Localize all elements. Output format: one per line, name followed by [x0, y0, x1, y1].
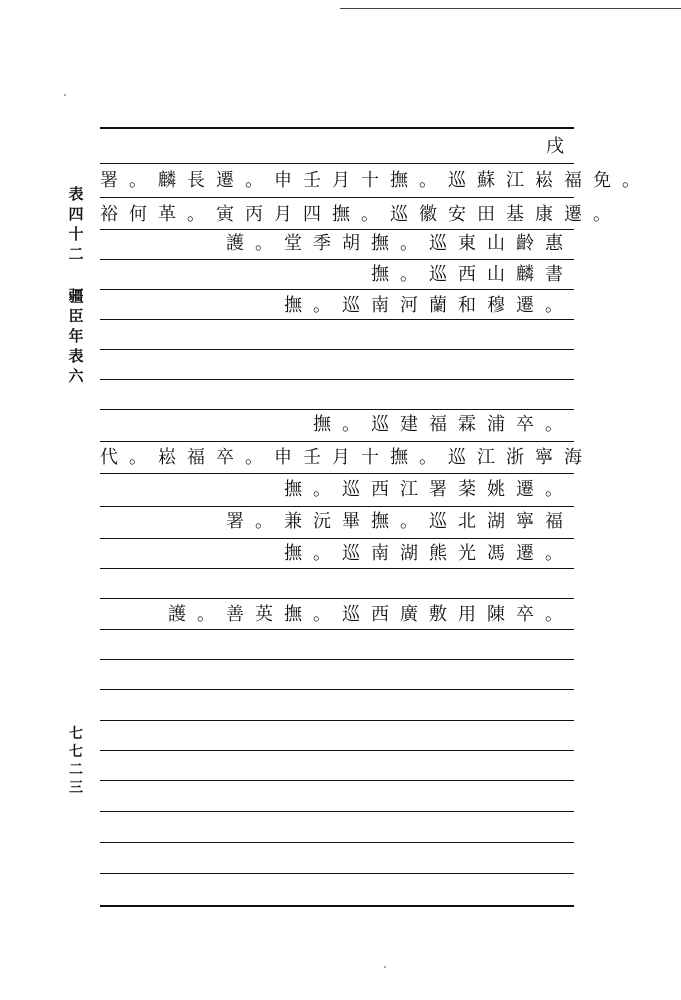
table-row: 代。崧福卒。申壬月十撫。巡江浙寧海 — [100, 447, 593, 468]
margin-char: 七 — [69, 726, 83, 742]
table-row — [100, 381, 574, 409]
table-rule — [100, 689, 574, 690]
table-rule — [100, 873, 574, 874]
table-row — [100, 875, 574, 903]
top-edge-rule — [340, 8, 681, 9]
table-top-rule — [100, 127, 574, 129]
table-row — [100, 691, 574, 719]
table-row — [100, 661, 574, 689]
margin-char: 十 — [68, 225, 84, 243]
margin-char: 疆 — [68, 287, 84, 305]
table-row — [100, 782, 574, 810]
table-row — [100, 813, 574, 841]
table-rule — [100, 538, 574, 539]
table-header-cell: 戌 — [546, 136, 564, 157]
table-rule — [100, 473, 574, 474]
margin-char: 表 — [68, 185, 84, 203]
table-row: 撫。巡建福霖浦卒。 — [313, 414, 574, 435]
table-rule — [100, 568, 574, 569]
table-rule — [100, 659, 574, 660]
margin-page-number — [64, 725, 88, 797]
margin-char: 臣 — [68, 307, 84, 325]
margin-char: 六 — [68, 367, 84, 385]
table-row — [100, 722, 574, 750]
table-row — [100, 321, 574, 349]
margin-char: 四 — [68, 205, 84, 223]
table-rule — [100, 259, 574, 260]
margin-char: 年 — [68, 327, 84, 345]
table-bottom-rule — [100, 905, 574, 907]
table-rule — [100, 349, 574, 350]
table-rule — [100, 506, 574, 507]
table-row — [100, 844, 574, 872]
table-rule — [100, 163, 574, 164]
table-row: 撫。巡南湖熊光馮遷。 — [284, 543, 574, 564]
table-row: 撫。巡西江署棻姚遷。 — [284, 479, 574, 500]
table-row: 署。麟長遷。申壬月十撫。巡蘇江崧福免。 — [100, 170, 651, 191]
scan-speck — [64, 94, 66, 96]
table-row: 護。善英撫。巡西廣敷用陳卒。 — [168, 604, 574, 625]
table-row: 裕何革。寅丙月四撫。巡徽安田基康遷。 — [100, 204, 622, 225]
table-rule — [100, 780, 574, 781]
table-rule — [100, 409, 574, 410]
scan-speck — [384, 966, 386, 968]
margin-section-title — [64, 286, 88, 386]
margin-char: 表 — [68, 347, 84, 365]
table-row: 撫。巡南河蘭和穆遷。 — [284, 295, 574, 316]
table-rule — [100, 598, 574, 599]
table-rule — [100, 197, 574, 198]
table-rule — [100, 289, 574, 290]
table-rule — [100, 811, 574, 812]
table-row — [100, 752, 574, 780]
table-row: 撫。巡西山麟書 — [371, 264, 574, 285]
margin-table-title — [64, 184, 88, 264]
table-row: 署。兼沅畢撫。巡北湖寧福 — [226, 511, 574, 532]
margin-char: 二 — [68, 245, 84, 263]
table-row — [100, 351, 574, 379]
table-rule — [100, 629, 574, 630]
table-rule — [100, 441, 574, 442]
margin-char: 三 — [69, 780, 83, 796]
table-rule — [100, 319, 574, 320]
table-row — [100, 631, 574, 659]
table-rule — [100, 842, 574, 843]
table-rule — [100, 379, 574, 380]
table-rule — [100, 750, 574, 751]
margin-char: 二 — [69, 762, 83, 778]
margin-char: 七 — [69, 744, 83, 760]
table-row — [100, 571, 574, 599]
table-row: 護。堂季胡撫。巡東山齡惠 — [226, 233, 574, 254]
table-rule — [100, 720, 574, 721]
